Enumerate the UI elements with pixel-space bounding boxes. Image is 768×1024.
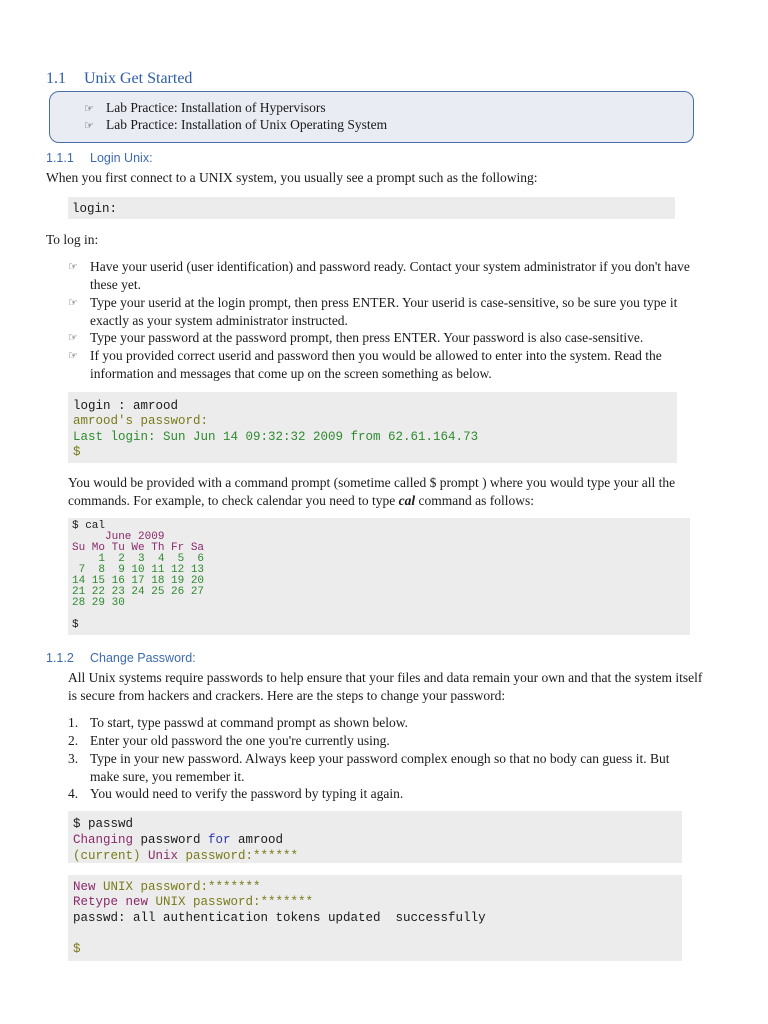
lab-item bbox=[84, 116, 387, 134]
section-title: Unix Get Started bbox=[84, 70, 193, 87]
code-token: password bbox=[133, 833, 209, 847]
to-log-in-label: To log in: bbox=[46, 232, 99, 247]
lab-item-label: Lab Practice: Installation of Unix Operating System bbox=[106, 117, 388, 132]
list-item-text: To start, type passwd at command prompt as shown below. bbox=[90, 715, 409, 730]
pointing-hand-icon: ☞ bbox=[84, 102, 94, 115]
code-token: New bbox=[73, 880, 96, 894]
lab-item-label: Lab Practice: Installation of Hypervisors bbox=[106, 100, 326, 115]
item-number: 4. bbox=[68, 786, 79, 801]
pointing-hand-icon: ☞ bbox=[68, 331, 78, 344]
code-line: 7 8 9 10 11 12 13 bbox=[72, 564, 205, 576]
code-token: password:****** bbox=[185, 849, 299, 863]
list-item-text: If you provided correct userid and password then you would be allowed to enter into the system. Read the information and messages that come up on the screen something as below. bbox=[90, 348, 662, 381]
list-item bbox=[68, 329, 728, 347]
code-line: $ bbox=[73, 445, 81, 459]
code-token: for bbox=[208, 833, 231, 847]
code-line: Last login: Sun Jun 14 09:32:32 2009 from 62.61.164.73 bbox=[73, 430, 479, 444]
pointing-hand-icon: ☞ bbox=[68, 349, 78, 362]
section-heading bbox=[46, 70, 192, 88]
code-token: amrood bbox=[230, 833, 284, 847]
list-item-text: You would need to verify the password by typing it again. bbox=[90, 786, 404, 801]
list-item bbox=[68, 294, 728, 329]
code-line: login : amrood bbox=[73, 399, 179, 413]
new-password-code bbox=[68, 875, 682, 961]
code-token: UNIX password:******* bbox=[148, 895, 314, 909]
code-line: $ bbox=[72, 619, 79, 631]
code-line: June 2009 bbox=[72, 531, 165, 543]
login-session-code bbox=[68, 392, 677, 463]
list-item-text: Enter your old password the one you're currently using. bbox=[90, 733, 390, 748]
paragraph-line: You would be provided with a command prompt (sometime called $ prompt ) where you would type your all the bbox=[68, 475, 676, 490]
cal-command: cal bbox=[398, 492, 416, 508]
code-line: $ bbox=[73, 942, 81, 956]
code-token: UNIX password:******* bbox=[95, 880, 261, 894]
numbered-item bbox=[68, 732, 728, 750]
subsection-title: Change Password: bbox=[90, 651, 196, 665]
calendar-code bbox=[68, 518, 690, 635]
lab-practice-box bbox=[49, 91, 694, 143]
item-number: 2. bbox=[68, 733, 79, 748]
code-line bbox=[73, 832, 283, 848]
pointing-hand-icon: ☞ bbox=[84, 119, 94, 132]
list-item-text: Type your userid at the login prompt, then press ENTER. Your userid is case-sensitive, so be sure you type it exactly as your system administrator instructed. bbox=[90, 295, 678, 328]
subsection-number: 1.1.2 bbox=[46, 651, 74, 665]
code-token: (current) bbox=[73, 849, 141, 863]
list-item bbox=[68, 258, 728, 293]
code-line: $ passwd bbox=[73, 817, 134, 831]
numbered-item bbox=[68, 714, 728, 732]
code-line: amrood's password: bbox=[73, 414, 209, 428]
numbered-item bbox=[68, 750, 728, 785]
list-item-text: Type in your new password. Always keep your password complex enough so that no body can guess it. But make sure, you remember it. bbox=[90, 751, 670, 784]
code-token: Unix bbox=[140, 849, 186, 863]
paragraph-line bbox=[68, 492, 675, 510]
lab-item bbox=[84, 99, 326, 117]
code-line bbox=[73, 848, 298, 864]
login-intro: When you first connect to a UNIX system, you usually see a prompt such as the following: bbox=[46, 170, 538, 185]
passwd-code bbox=[68, 811, 682, 863]
section-number: 1.1 bbox=[46, 70, 66, 87]
item-number: 1. bbox=[68, 715, 79, 730]
subsection-heading-change-password bbox=[46, 651, 196, 665]
paragraph-line: is secure from hackers and crackers. Here are the steps to change your password: bbox=[68, 687, 506, 703]
subsection-number: 1.1.1 bbox=[46, 151, 74, 165]
numbered-item bbox=[68, 785, 728, 803]
code-line: Su Mo Tu We Th Fr Sa bbox=[72, 542, 205, 554]
list-item-text: Have your userid (user identification) and password ready. Contact your system administrator if you don't have these yet. bbox=[90, 259, 690, 292]
code-line bbox=[73, 879, 261, 895]
code-line: 14 15 16 17 18 19 20 bbox=[72, 575, 205, 587]
subsection-title: Login Unix: bbox=[90, 151, 153, 165]
subsection-heading-login bbox=[46, 151, 153, 165]
code-token: Changing bbox=[73, 833, 134, 847]
change-password-intro bbox=[68, 669, 702, 704]
pointing-hand-icon: ☞ bbox=[68, 296, 78, 309]
code-line: 21 22 23 24 25 26 27 bbox=[72, 586, 205, 598]
code-line: 28 29 30 bbox=[72, 597, 125, 609]
paragraph-line: All Unix systems require passwords to help ensure that your files and data remain your own and that the system itself bbox=[68, 670, 703, 685]
list-item bbox=[68, 347, 728, 382]
list-item-text: Type your password at the password prompt, then press ENTER. Your password is also case-sensitive. bbox=[90, 330, 644, 345]
code-line: login: bbox=[72, 202, 118, 216]
code-line: passwd: all authentication tokens updated successfully bbox=[73, 911, 486, 925]
code-line: 1 2 3 4 5 6 bbox=[72, 553, 205, 565]
code-line bbox=[73, 894, 313, 910]
item-number: 3. bbox=[68, 751, 79, 766]
login-prompt-code bbox=[68, 197, 675, 219]
code-token: new bbox=[118, 895, 149, 909]
code-line: $ cal bbox=[72, 520, 106, 532]
code-token: Retype bbox=[73, 895, 119, 909]
text-run: commands. For example, to check calendar you need to type bbox=[68, 492, 399, 508]
text-run: command as follows: bbox=[415, 492, 534, 508]
pointing-hand-icon: ☞ bbox=[68, 260, 78, 273]
command-prompt-paragraph bbox=[68, 474, 675, 509]
